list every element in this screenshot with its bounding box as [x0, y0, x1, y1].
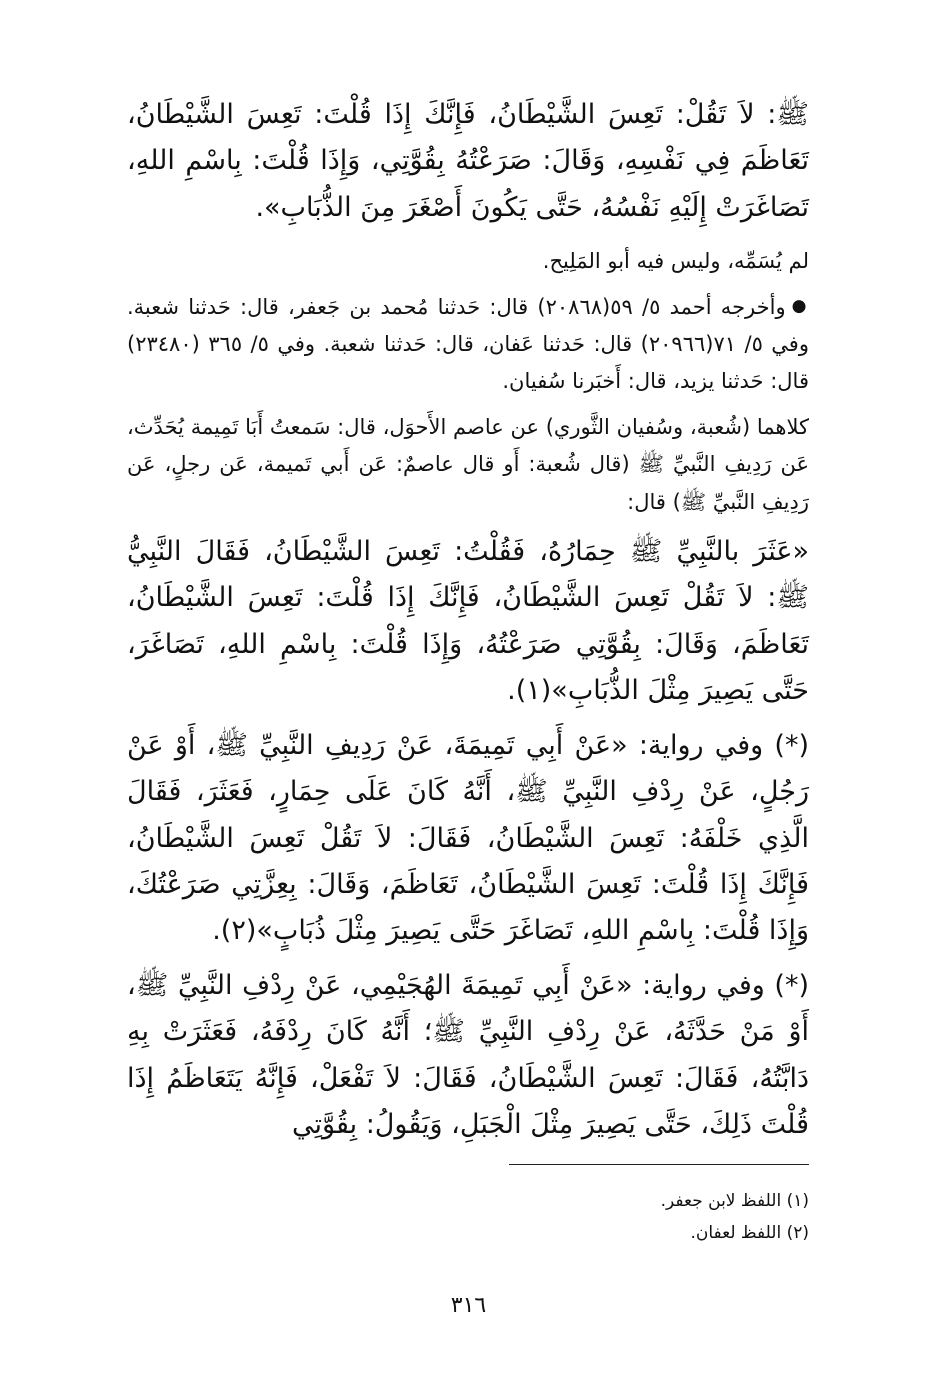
page-number: ٣١٦ [450, 1293, 487, 1318]
bullet-icon: ● [791, 295, 809, 316]
footnotes [127, 1164, 809, 1250]
footnote-1: (١) اللفظ لابن جعفر. [660, 1191, 809, 1211]
paragraph-isnad: كلاهما (شُعبة، وسُفيان الثَّوري) عن عاصم الأَحوَل، قال: سَمعتُ أَبَا تَمِيمة يُحَدِّث، عَن رَدِيفِ النَّبيِّ ﷺ (قال شُعبة: أَو قال عاصمٌ: عَن أَبي تَميمة، عَن رجلٍ، عَن رَدِيفِ النَّبيِّ ﷺ) قال: [127, 414, 809, 514]
paragraph-takhrij-text: وأخرجه أحمد ٥/ ٥٩(٢٠٨٦٨) قال: حَدثنا مُحمد بن جَعفر، قال: حَدثنا شعبة. وفي ٥/ ٧١(٢٠٩٦٦) قال: حَدثنا عَفان، قال: حَدثنا شعبة. وفي ٥/ ٣٦٥ (٢٣٤٨٠) قال: حَدثنا يزيد، قال: أَخبَرنا سُفيان. [127, 294, 809, 394]
paragraph-riwaya-1: (*) وفي رواية: «عَنْ أَبِي تَمِيمَةَ، عَنْ رَدِيفِ النَّبِيِّ ﷺ، أَوْ عَنْ رَجُلٍ، عَنْ رِدْفِ النَّبِيِّ ﷺ، أَنَّهُ كَانَ عَلَى حِمَارٍ، فَعَثَرَ، فَقَالَ الَّذِي خَلْفَهُ: تَعِسَ الشَّيْطَانُ، فَقَالَ: لاَ تَقُلْ تَعِسَ الشَّيْطَانُ، فَإِنَّكَ إِذَا قُلْتَ: تَعِسَ الشَّيْطَانُ، تَعَاظَمَ، وَقَالَ: بِعِزَّتِي صَرَعْتُكَ، وَإِذَا قُلْتَ: بِاسْمِ اللهِ، تَصَاغَرَ حَتَّى يَصِيرَ مِثْلَ ذُبَابٍ»(٢). [127, 729, 809, 947]
page-body [127, 92, 809, 1149]
footnote-divider [509, 1164, 809, 1165]
footnote-2: (٢) اللفظ لعفان. [690, 1223, 809, 1244]
paragraph-note: لم يُسَمِّه، وليس فيه أبو المَلِيح. [542, 249, 809, 274]
paragraph-takhrij [127, 289, 809, 401]
paragraph-riwaya-2: (*) وفي رواية: «عَنْ أَبِي تَمِيمَةَ الهُجَيْمِي، عَنْ رِدْفِ النَّبِيِّ ﷺ، أَوْ مَنْ حَدَّثَهُ، عَنْ رِدْفِ النَّبِيِّ ﷺ؛ أَنَّهُ كَانَ رِدْفَهُ، فَعَثَرَتْ بِهِ دَابَّتُهُ، فَقَالَ: تَعِسَ الشَّيْطَانُ، فَقَالَ: لاَ تَفْعَلْ، فَإِنَّهُ يَتَعَاظَمُ إِذَا قُلْتَ ذَلِكَ، حَتَّى يَصِيرَ مِثْلَ الْجَبَلِ، وَيَقُولُ: بِقُوَّتِي [127, 969, 809, 1141]
paragraph-hadith-ending: ﷺ: لاَ تَقُلْ: تَعِسَ الشَّيْطَانُ، فَإِنَّكَ إِذَا قُلْتَ: تَعِسَ الشَّيْطَانُ، تَعَاظَمَ فِي نَفْسِهِ، وَقَالَ: صَرَعْتُهُ بِقُوَّتِي، وَإِذَا قُلْتَ: بِاسْمِ اللهِ، تَصَاغَرَتْ إِلَيْهِ نَفْسُهُ، حَتَّى يَكُونَ أَصْغَرَ مِنَ الذُّبَابِ». [127, 99, 809, 223]
paragraph-hadith-text: «عَثَرَ بالنَّبِيِّ ﷺ حِمَارُهُ، فَقُلْتُ: تَعِسَ الشَّيْطَانُ، فَقَالَ النَّبِيُّ ﷺ: لاَ تَقُلْ تَعِسَ الشَّيْطَانُ، فَإِنَّكَ إِذَا قُلْتَ: تَعِسَ الشَّيْطَانُ، تَعَاظَمَ، وَقَالَ: بِقُوَّتِي صَرَعْتُهُ، وَإِذَا قُلْتَ: بِاسْمِ اللهِ، تَصَاغَرَ، حَتَّى يَصِيرَ مِثْلَ الذُّبَابِ»(١). [127, 535, 809, 707]
